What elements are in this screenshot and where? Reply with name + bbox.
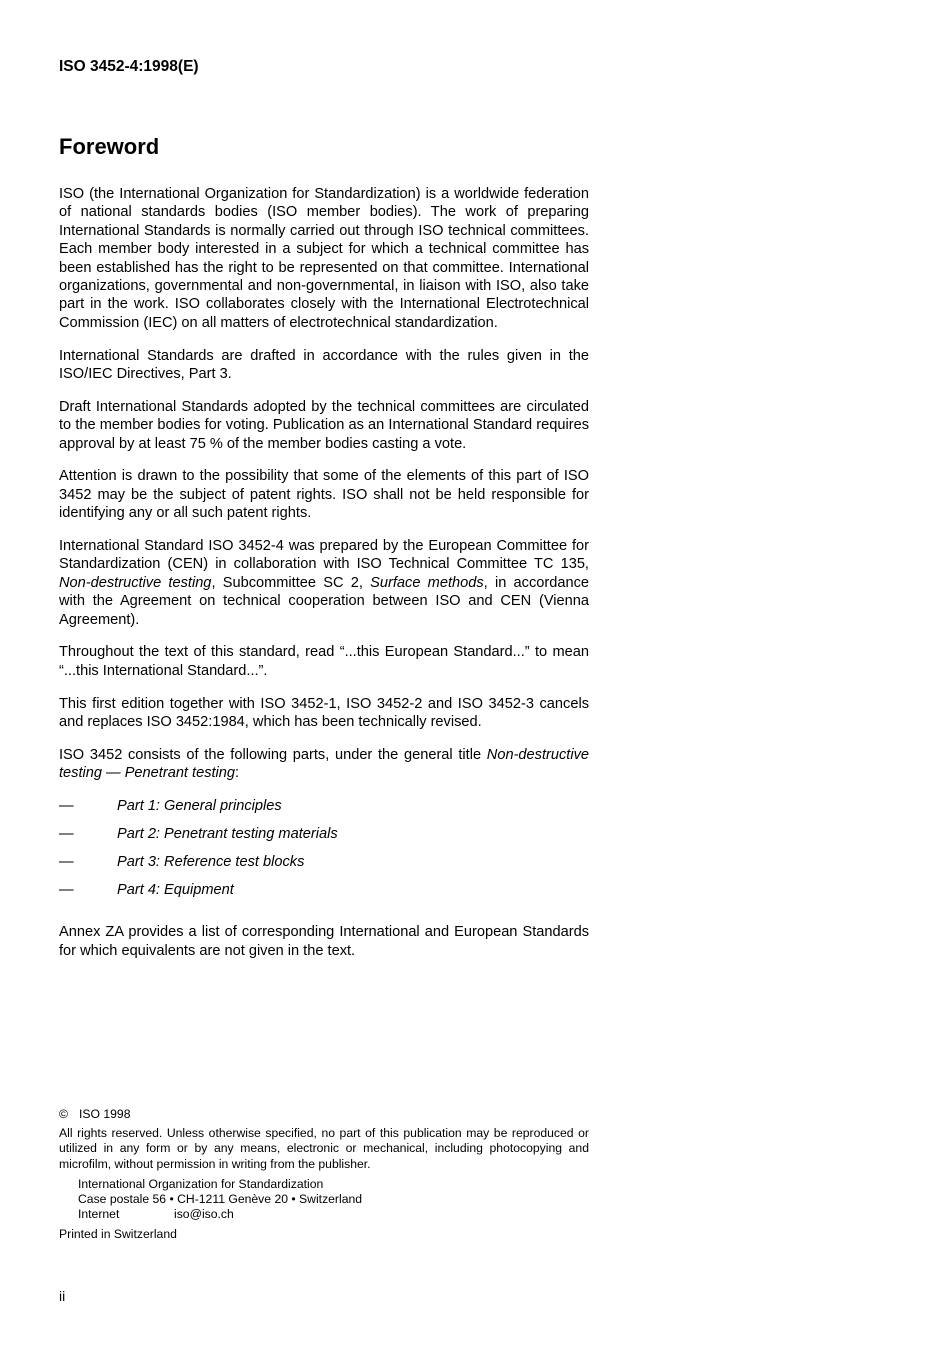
- paragraph-parts-intro: [59, 746, 589, 783]
- list-item: [59, 825, 589, 853]
- parts-list: [59, 797, 589, 909]
- internet-label: Internet: [78, 1207, 120, 1222]
- list-dash: —: [59, 854, 74, 871]
- postal-address: Case postale 56 • CH-1211 Genève 20 • Switzerland: [78, 1192, 363, 1207]
- list-item: [59, 853, 589, 881]
- paragraph-drafting-rules: International Standards are drafted in accordance with the rules given in the ISO/IEC Directives, Part 3.: [59, 347, 589, 383]
- internet-row: [78, 1207, 589, 1222]
- rights-statement: All rights reserved. Unless otherwise specified, no part of this publication may be reproduced or utilized in any form or by any means, electronic or mechanical, including photocopying and microfilm, without permission in writing from the publisher.: [59, 1126, 589, 1171]
- paragraph-voting: Draft International Standards adopted by the technical committees are circulated to the member bodies for voting. Publication as an International Standard requires approval by at least 75 % of the member bodies casting a vote.: [59, 398, 589, 452]
- list-dash: —: [59, 798, 74, 815]
- list-dash: —: [59, 826, 74, 843]
- paragraph-annex-za: Annex ZA provides a list of corresponding International and European Standards for which equivalents are not given in the text.: [59, 924, 589, 959]
- general-title: Non-destructive testing — Penetrant testing: [59, 746, 589, 782]
- paragraph-first-edition: This first edition together with ISO 3452-1, ISO 3452-2 and ISO 3452-3 cancels and replaces ISO 3452:1984, which has been technically revised.: [59, 695, 589, 731]
- paragraph-patent-rights: Attention is drawn to the possibility that some of the elements of this part of ISO 3452 may be the subject of patent rights. ISO shall not be held responsible for identifying any or all such patent rights.: [59, 468, 589, 522]
- list-item-text: Part 3: Reference test blocks: [117, 854, 305, 871]
- paragraph-read-as: Throughout the text of this standard, read “...this European Standard...” to mean “...this International Standard...”.: [59, 644, 589, 679]
- text-run: , in accordance with the Agreement on technical cooperation between ISO and CEN (Vienna Agreement).: [59, 574, 589, 628]
- list-item-text: Part 1: General principles: [117, 798, 282, 815]
- committee-title: Non-destructive testing: [59, 574, 212, 591]
- page-number: ii: [59, 1288, 66, 1304]
- internet-email: iso@iso.ch: [174, 1207, 234, 1222]
- printed-in: Printed in Switzerland: [59, 1227, 177, 1242]
- page-title: Foreword: [59, 134, 160, 159]
- paragraph-iso-intro: ISO (the International Organization for Standardization) is a worldwide federation of national standards bodies (ISO member bodies). The work of preparing International Standards is normally carried out through ISO technical committees. Each member body interested in a subject for which a technical committee has been established has the right to be represented on that committee. International organizations, governmental and non-governmental, in liaison with ISO, also take part in the work. ISO collaborates closely with the International Electrotechnical Commission (IEC) on all matters of electrotechnical standardization.: [59, 186, 589, 331]
- text-run: ISO 3452 consists of the following parts, under the general title: [59, 746, 487, 763]
- org-name: International Organization for Standardization: [78, 1176, 324, 1191]
- text-run: International Standard ISO 3452-4 was prepared by the European Committee for Standardization (CEN) in collaboration with ISO Technical Committee TC 135,: [59, 538, 589, 573]
- list-item: [59, 881, 589, 909]
- list-item-text: Part 2: Penetrant testing materials: [117, 826, 338, 843]
- list-dash: —: [59, 882, 74, 899]
- text-run: :: [235, 765, 240, 782]
- document-id: ISO 3452-4:1998(E): [59, 58, 199, 75]
- text-run: , Subcommittee SC 2,: [211, 574, 371, 591]
- publisher-address: [59, 1177, 589, 1223]
- copyright-icon: ©: [59, 1107, 68, 1121]
- copyright-holder: ISO 1998: [79, 1107, 131, 1121]
- list-item: [59, 797, 589, 825]
- foreword-body: [59, 185, 589, 975]
- paragraph-prepared-by: [59, 537, 589, 629]
- subcommittee-title: Surface methods: [370, 574, 484, 591]
- copyright-block: [59, 1107, 589, 1243]
- copyright-line: [59, 1107, 589, 1122]
- list-item-text: Part 4: Equipment: [117, 882, 234, 899]
